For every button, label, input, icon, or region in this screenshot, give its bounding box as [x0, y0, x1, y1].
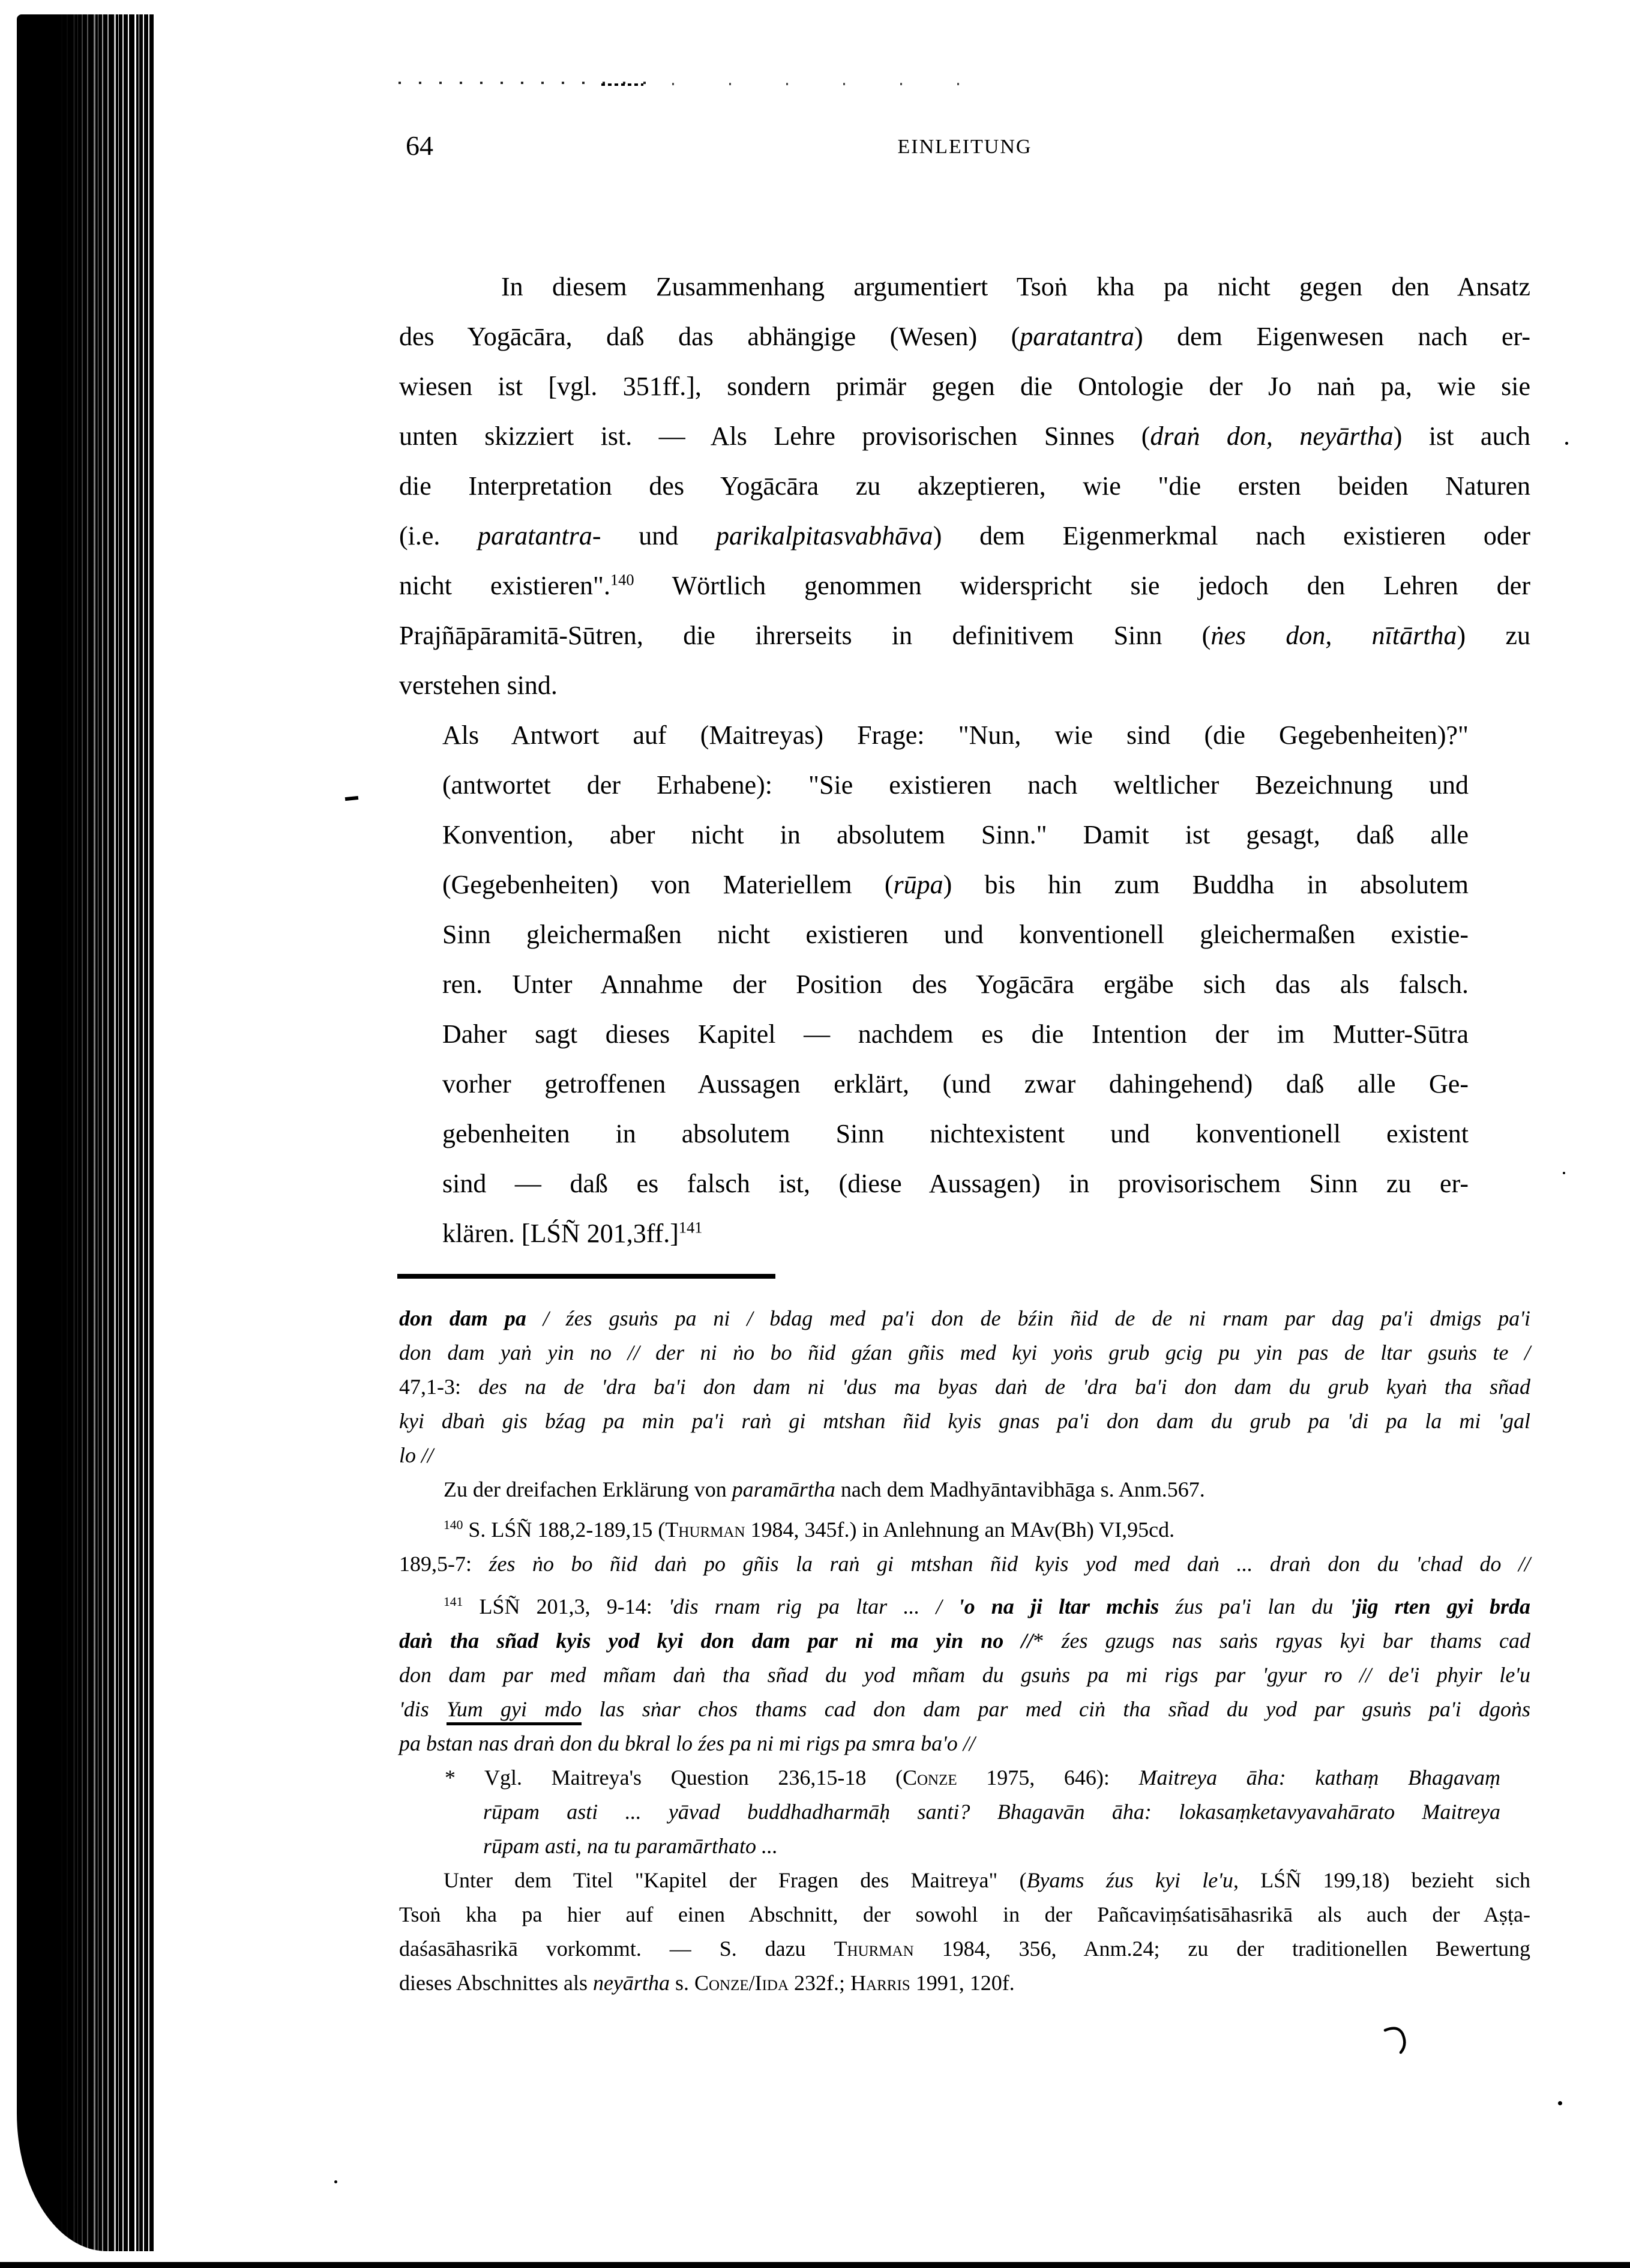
scan-noise-dashes: [601, 83, 643, 86]
running-header: EINLEITUNG: [897, 136, 1032, 158]
book-spine-edge: [17, 14, 154, 2251]
intro-paragraph: In diesem Zusammenhang argumentiert Tsoṅ kha pa nicht gegen den Ansatz des Yogācāra, daß das abhängige (Wesen) (paratantra) dem Eigenwesen nach er- wiesen ist [vgl. 351ff.], sondern primär gegen die Ontologie der Jo naṅ pa, wie sie unten skizziert ist. — Als Lehre provisorischen Sinnes (draṅ don, neyārtha) ist auch die Interpretation des Yogācāra zu akzeptieren, wie "die ersten beiden Naturen (i.e. paratantra- und parikalpitasvabhāva) dem Eigenmerkmal nach existieren oder nicht existieren".$^{140}$ Wörtlich genommen widerspricht sie jedoch den Lehren der Prajñāpāramitā-Sūtren, die ihrerseits in definitivem Sinn (ṅes don, nītārtha) zu verstehen sind.: [399, 272, 1531, 700]
footnote-140: $^{140}$ S. LŚÑ 188,2-189,15 (Thurman 1984, 345f.) in Anlehnung an MAv(Bh) VI,95cd. 189,5-7: źes ṅo bo ñid daṅ po gñis la raṅ gi mtshan ñid kyis yod med daṅ ... draṅ don du 'chad do //: [399, 1518, 1530, 1576]
footnotes: [399, 1301, 1530, 2000]
footnote-closing-note: Unter dem Titel "Kapitel der Fragen des Maitreya" (Byams źus kyi le'u, LŚÑ 199,18) bezieht sich Tsoṅ kha pa hier auf einen Abschnitt, der sowohl in der Pañcaviṃśatisāhasrikā als auch der Aṣṭa- daśasāhasrikā vorkommt. — S. dazu Thurman 1984, 356, Anm.24; zu der traditionellen Bewertung dieses Abschnittes als neyārtha s. Conze/Iida 232f.; Harris 1991, 120f.: [399, 1868, 1530, 1995]
footnote-separator: [397, 1274, 775, 1279]
pen-mark-arc: [1383, 2024, 1410, 2055]
footnote-141: $^{141}$ LŚÑ 201,3, 9-14: 'dis rnam rig pa ltar ... / 'o na ji ltar mchis źus pa'i lan du 'jig rten gyi brda daṅ tha sñad kyis yod kyi don dam par ni ma yin no //* źes gzugs nas saṅs rgyas kyi bar thams cad don dam par med mñam daṅ tha sñad du yod mñam du gsuṅs pa mi rigs par 'gyur ro // de'i phyir le'u 'dis Yum gyi mdo las sṅar chos thams cad don dam par med ciṅ tha sñad du yod par gsuṅs pa'i dgoṅs pa bstan nas draṅ don du bkral lo źes pa ni mi rigs pa smra ba'o //: [399, 1594, 1531, 1755]
footnote-asterisk-note: * Vgl. Maitreya's Question 236,15-18 (Conze 1975, 646): Maitreya āha: kathaṃ Bhagavaṃ rūpam asti ... yāvad buddhadharmāḥ santi? Bhagavān āha: lokasaṃketavyavahārato Maitreya rūpam asti, na tu paramārthato ...: [445, 1766, 1500, 1858]
scan-noise-dots: [672, 83, 1008, 85]
page-number: 64: [406, 130, 433, 161]
margin-dash-mark: [345, 796, 359, 801]
bottom-scan-edge: [0, 2262, 1630, 2268]
scan-speck: [1565, 442, 1568, 445]
footnote-remark: Zu der dreifachen Erklärung von paramārtha nach dem Madhyāntavibhāga s. Anm.567.: [444, 1477, 1205, 1501]
footnote-continuation: don dam pa / źes gsuṅs pa ni / bdag med pa'i don de bźin ñid de de ni rnam par dag pa'i dmigs pa'i don dam yaṅ yin no // der ni ṅo bo ñid gźan gñis med kyi yoṅs grub gcig pu yin pas de ltar gsuṅs te / 47,1-3: des na de 'dra ba'i don dam ni 'dus ma byas daṅ de 'dra ba'i don dam du grub kyaṅ tha sñad kyi dbaṅ gis bźag pa min pa'i raṅ gi mtshan ñid kyis gnas pa'i don dam du grub pa 'di pa la mi 'gal lo //: [399, 1306, 1530, 1467]
scan-speck: [334, 2180, 337, 2183]
scan-speck: [1558, 2101, 1562, 2105]
scan-speck: [1563, 1172, 1565, 1174]
quote-paragraph: Als Antwort auf (Maitreyas) Frage: "Nun, wie sind (die Gegebenheiten)?" (antwortet der Erhabene): "Sie existieren nach weltlicher Bezeichnung und Konvention, aber nicht in absolutem Sinn." Damit ist gesagt, daß alle (Gegebenheiten) von Materiellem (rūpa) bis hin zum Buddha in absolutem Sinn gleichermaßen nicht existieren und konventionell gleichermaßen existie- ren. Unter Annahme der Position des Yogācāra ergäbe sich das als falsch. Daher sagt dieses Kapitel — nachdem es die Intention der im Mutter-Sūtra vorher getroffenen Aussagen erklärt, (und zwar dahingehend) daß alle Ge- gebenheiten in absolutem Sinn nichtexistent und konventionell existent sind — daß es falsch ist, (diese Aussagen) in provisorischem Sinn zu er- klären. [LŚÑ 201,3ff.]$^{141}$: [442, 720, 1469, 1248]
